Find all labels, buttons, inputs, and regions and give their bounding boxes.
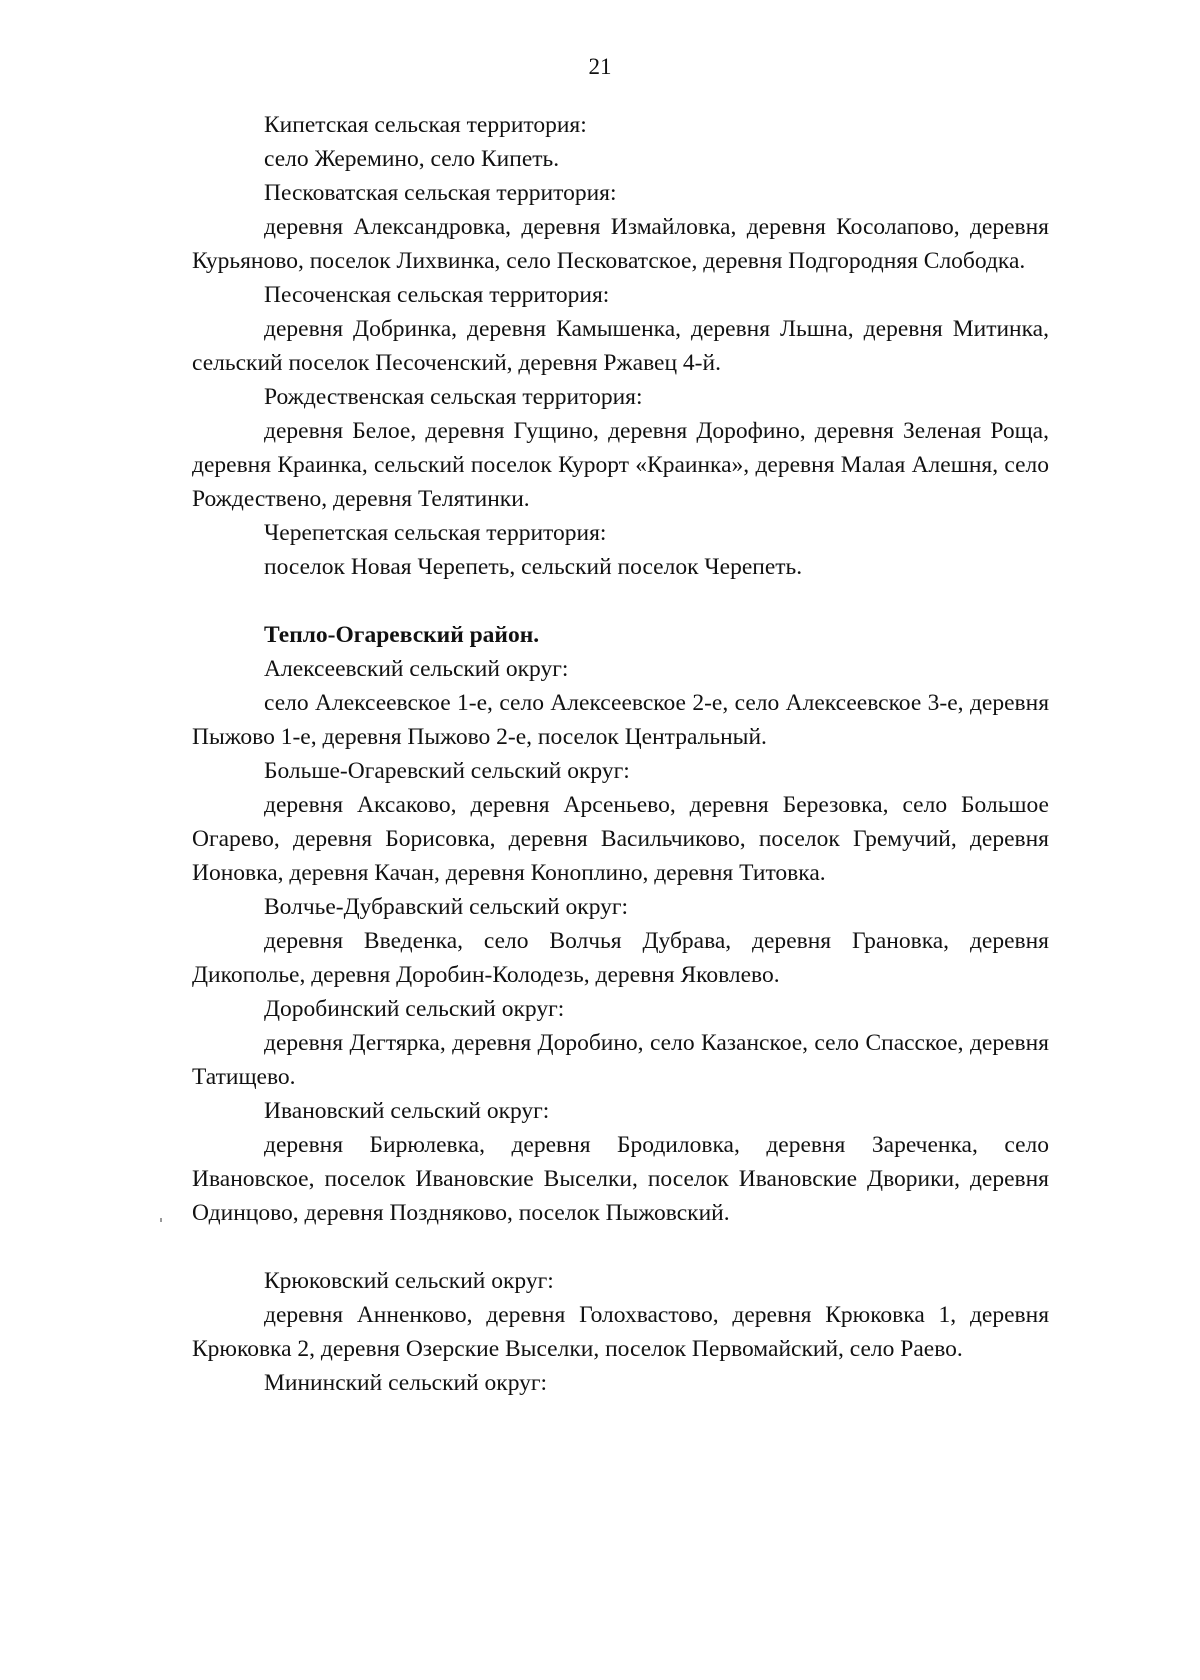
- cherep-territory-list: поселок Новая Черепеть, сельский поселок Черепеть.: [264, 554, 803, 580]
- ivan-okrug-title: Ивановский сельский округ:: [264, 1098, 550, 1124]
- volch-okrug-list: деревня Введенка, село Волчья Дубрава, деревня Грановка, деревня Дикополье, деревня Доробин-Колодезь, деревня Яковлево.: [192, 928, 1049, 988]
- dorob-okrug-list: деревня Дегтярка, деревня Доробино, село Казанское, село Спасское, деревня Татищево.: [192, 1030, 1049, 1090]
- pesoch-territory-list: деревня Добринка, деревня Камышенка, деревня Льшна, деревня Митинка, сельский поселок Песоченский, деревня Ржавец 4-й.: [192, 316, 1049, 376]
- alekseev-okrug-list: село Алексеевское 1-е, село Алексеевское 2-е, село Алексеевское 3-е, деревня Пыжово 1-е, деревня Пыжово 2-е, поселок Центральный.: [192, 690, 1049, 750]
- kipet-territory-list: село Жеремино, село Кипеть.: [264, 146, 560, 172]
- kruk-okrug-list: деревня Анненково, деревня Голохвастово, деревня Крюковка 1, деревня Крюковка 2, деревня Озерские Выселки, поселок Первомайский, село Раево.: [192, 1302, 1049, 1362]
- peskov-territory-list: деревня Александровка, деревня Измайловка, деревня Косолапово, деревня Курьяново, поселок Лихвинка, село Песковатское, деревня Подгородняя Слободка.: [192, 214, 1049, 274]
- district-heading: Тепло-Огаревский район.: [264, 622, 540, 648]
- peskov-territory-title: Песковатская сельская территория:: [264, 180, 617, 206]
- document-body: [192, 108, 1049, 1400]
- bogarev-okrug-list: деревня Аксаково, деревня Арсеньево, деревня Березовка, село Большое Огарево, деревня Борисовка, деревня Васильчиково, поселок Гремучий, деревня Ионовка, деревня Качан, деревня Коноплино, деревня Титовка.: [192, 792, 1049, 886]
- pesoch-territory-title: Песоченская сельская территория:: [264, 282, 610, 308]
- kipet-territory-title: Кипетская сельская территория:: [264, 112, 587, 138]
- rozhd-territory-title: Рождественская сельская территория:: [264, 384, 643, 410]
- bogarev-okrug-title: Больше-Огаревский сельский округ:: [264, 758, 630, 784]
- dorob-okrug-title: Доробинский сельский округ:: [264, 996, 565, 1022]
- cherep-territory-title: Черепетская сельская территория:: [264, 520, 607, 546]
- scan-speck: [160, 1218, 162, 1222]
- alekseev-okrug-title: Алексеевский сельский округ:: [264, 656, 569, 682]
- volch-okrug-title: Волчье-Дубравский сельский округ:: [264, 894, 629, 920]
- kruk-okrug-title: Крюковский сельский округ:: [264, 1268, 554, 1294]
- page-number: 21: [588, 54, 612, 79]
- ivan-okrug-list: деревня Бирюлевка, деревня Бродиловка, деревня Зареченка, село Ивановское, поселок Ивановские Выселки, поселок Ивановские Дворики, деревня Одинцово, деревня Поздняково, поселок Пыжовский.: [192, 1132, 1049, 1226]
- rozhd-territory-list: деревня Белое, деревня Гущино, деревня Дорофино, деревня Зеленая Роща, деревня Краинка, сельский поселок Курорт «Краинка», деревня Малая Алешня, село Рождествено, деревня Телятинки.: [192, 418, 1049, 512]
- minin-okrug-title: Мининский сельский округ:: [264, 1370, 548, 1396]
